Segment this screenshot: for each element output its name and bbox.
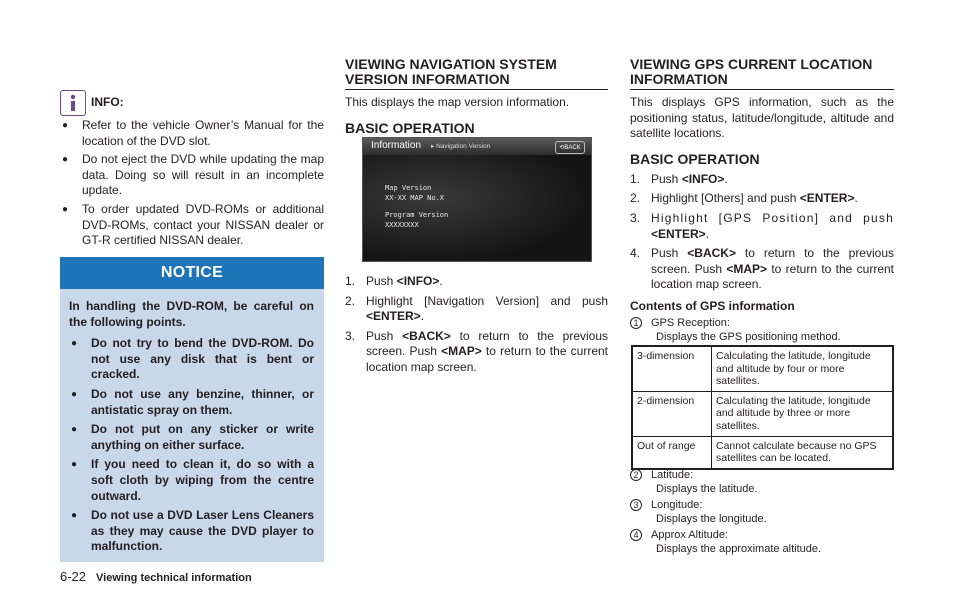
page-number: 6-22	[60, 569, 87, 584]
list-item: ● Refer to the vehicle Owner’s Manual for the location of the DVD slot.	[62, 118, 324, 148]
list-item: ● Do not use a DVD Laser Lens Cleaners as they may cause the DVD player to malfunction.	[71, 508, 314, 554]
list-item: ● To order updated DVD-ROMs or additional DVD-ROMs, contact your NISSAN dealer or GT-R certified NISSAN dealer.	[62, 201, 324, 248]
table-row: 3-dimension Calculating the latitude, longitude and altitude by four or more satellites.	[632, 346, 893, 391]
gps-reception-table	[631, 345, 894, 470]
number-badge: 1	[630, 317, 642, 329]
basic-operation-heading: BASIC OPERATION	[630, 150, 760, 167]
nav-version-intro: This displays the map version information.	[345, 95, 570, 109]
nav-version-heading: VIEWING NAVIGATION SYSTEM VERSION INFORMATION	[345, 56, 557, 87]
list-item: ● Do not eject the DVD while updating the map data. Doing so will result in an incomplete update.	[62, 152, 324, 198]
gps-item: 4 Approx Altitude: Displays the approximate altitude.	[630, 528, 894, 556]
step-item: 3. Push <BACK> to return to the previous screen. Push <MAP> to return to the current location map screen.	[345, 328, 609, 374]
notice-list	[69, 336, 314, 555]
screen-line: XX-XX MAP No.X	[385, 194, 445, 202]
step-item: 4. Push <BACK> to return to the previous screen. Push <MAP> to return to the current location map screen.	[630, 246, 895, 292]
step-item: 1. Push <INFO>.	[345, 274, 443, 288]
nav-version-steps	[345, 274, 608, 380]
info-icon	[60, 90, 86, 116]
screen-line: Map Version	[385, 184, 432, 192]
navigation-version-screenshot	[362, 137, 592, 262]
list-item: ● Do not use any benzine, thinner, or antistatic spray on them.	[71, 386, 314, 417]
gps-heading: VIEWING GPS CURRENT LOCATION INFORMATION	[630, 56, 873, 87]
gps-items-list	[630, 468, 894, 556]
step-item: 2. Highlight [Others] and push <ENTER>.	[630, 191, 858, 206]
step-item: 1. Push <INFO>.	[630, 171, 728, 186]
screen-subtitle: ▸ Navigation Version	[431, 143, 491, 150]
screen-back-button: ⟲ BACK	[555, 141, 585, 154]
notice-intro: In handling the DVD-ROM, be careful on the following points.	[69, 299, 314, 329]
screen-line: Program Version	[385, 211, 449, 219]
list-item: ● Do not put on any sticker or write anything on either surface.	[71, 422, 314, 452]
step-item: 3. Highlight [GPS Position] and push <ENTER>.	[630, 210, 894, 241]
list-item: ● Do not try to bend the DVD-ROM. Do not use any disk that is bent or cracked.	[71, 336, 314, 382]
gps-contents-heading: Contents of GPS information	[630, 298, 795, 313]
section-title: Viewing technical information	[96, 572, 252, 584]
number-badge: 4	[630, 529, 642, 541]
basic-operation-heading: BASIC OPERATION	[345, 119, 475, 136]
notice-box	[60, 257, 324, 562]
list-item: ● If you need to clean it, do so with a soft cloth by wiping from the centre outward.	[71, 457, 314, 503]
notice-title: NOTICE	[60, 257, 324, 289]
info-list	[60, 118, 324, 252]
nav-version-section	[345, 57, 608, 136]
step-item: 2. Highlight [Navigation Version] and push <ENTER>.	[345, 293, 608, 324]
table-row: 2-dimension Calculating the latitude, longitude and altitude by three or more satellites.	[632, 391, 893, 436]
screen-title: Information	[371, 140, 422, 151]
number-badge: 2	[630, 469, 642, 481]
gps-steps	[630, 172, 894, 293]
screen-line: XXXXXXXX	[385, 221, 419, 229]
gps-location-section	[630, 57, 894, 344]
gps-item: 1 GPS Reception: Displays the GPS positioning method.	[630, 316, 894, 344]
gps-intro: This displays GPS information, such as the positioning status, latitude/longitude, altitude and satellite locations.	[630, 95, 894, 141]
table-row: Out of range Cannot calculate because no GPS satellites can be located.	[632, 436, 893, 469]
number-badge: 3	[630, 499, 642, 511]
info-header	[60, 90, 124, 116]
gps-item: 2 Latitude: Displays the latitude.	[630, 468, 894, 496]
gps-item: 3 Longitude: Displays the longitude.	[630, 498, 894, 526]
info-label: INFO:	[91, 95, 124, 109]
page-footer	[60, 569, 252, 584]
